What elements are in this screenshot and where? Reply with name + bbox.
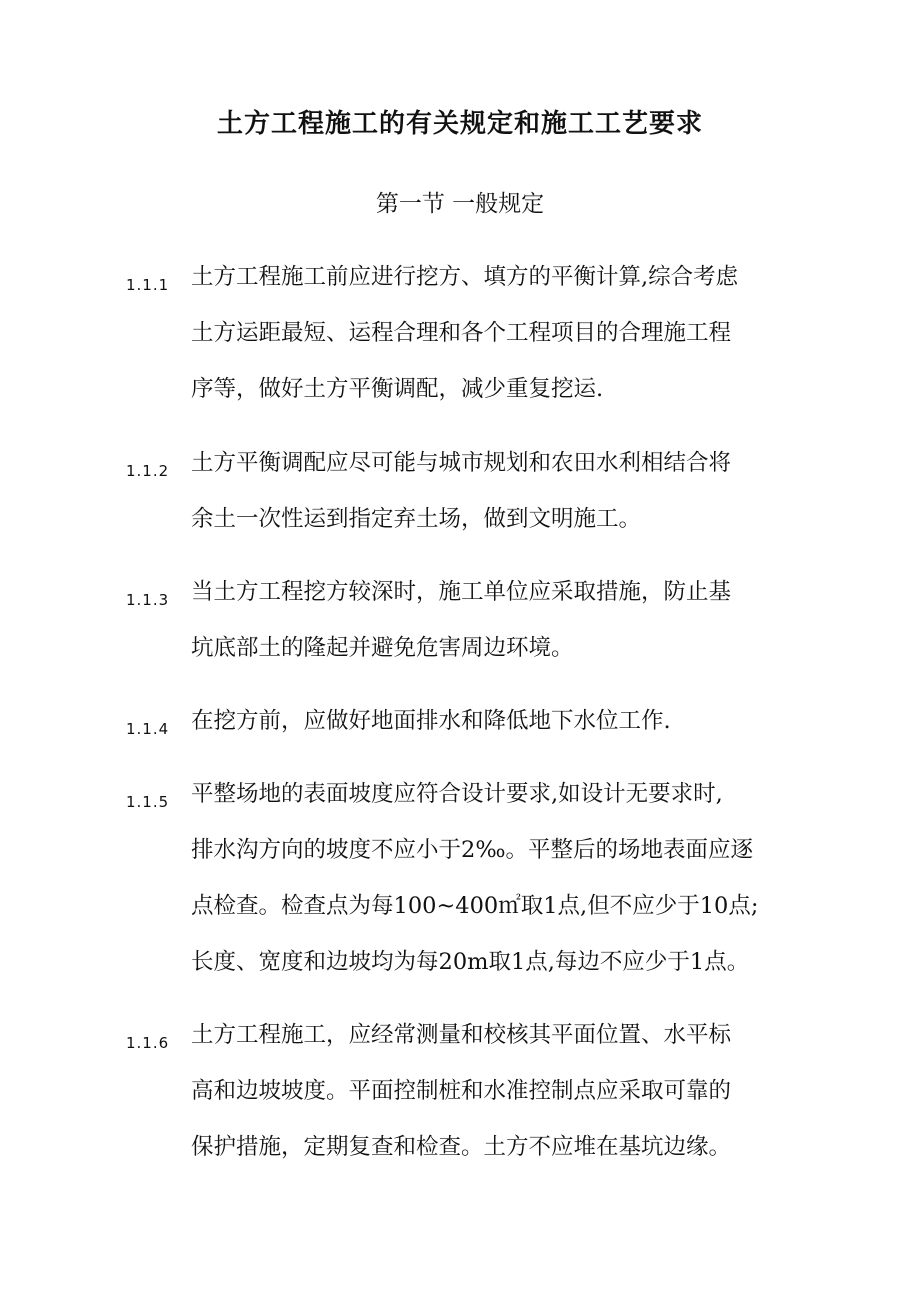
- clause-text-line: 土方工程施工前应进行挖方、填方的平衡计算,综合考虑: [191, 264, 739, 290]
- clause-text-line: 余土一次性运到指定弃土场，做到文明施工。: [191, 506, 642, 532]
- clause-number: 1.1.6: [126, 1034, 170, 1052]
- section-heading: 第一节 一般规定: [375, 191, 545, 217]
- clause-text-line: 高和边坡坡度。平面控制桩和水准控制点应采取可靠的: [191, 1078, 732, 1104]
- clause-text-line: 平整场地的表面坡度应符合设计要求,如设计无要求时,: [191, 781, 723, 807]
- clause-number: 1.1.3: [126, 591, 170, 609]
- clause-text-line: 保护措施，定期复查和检查。土方不应堆在基坑边缘。: [191, 1134, 732, 1160]
- clause-text-line: 土方运距最短、运程合理和各个工程项目的合理施工程: [191, 320, 732, 346]
- clause-number: 1.1.2: [126, 462, 170, 480]
- clause-text-line: 土方工程施工，应经常测量和校核其平面位置、水平标: [191, 1022, 732, 1048]
- clause-number: 1.1.4: [126, 720, 170, 738]
- clause-text-line: 在挖方前，应做好地面排水和降低地下水位工作.: [191, 708, 671, 734]
- clause-text-line: 序等，做好土方平衡调配，减少重复挖运.: [191, 376, 604, 402]
- clause-text-line: 排水沟方向的坡度不应小于2‰。平整后的场地表面应逐: [191, 837, 754, 863]
- clause-text-line: 当土方工程挖方较深时，施工单位应采取措施，防止基: [191, 579, 732, 605]
- clause-text-line: 点检查。检查点为每100~400㎡取1点,但不应少于10点;: [191, 893, 759, 919]
- clause-text-line: 坑底部土的隆起并避免危害周边环境。: [191, 635, 574, 661]
- clause-text-line: 土方平衡调配应尽可能与城市规划和农田水利相结合将: [191, 450, 732, 476]
- clause-number: 1.1.5: [126, 793, 170, 811]
- clause-number: 1.1.1: [126, 276, 170, 294]
- clause-text-line: 长度、宽度和边坡均为每20m取1点,每边不应少于1点。: [191, 949, 750, 975]
- document-title: 土方工程施工的有关规定和施工工艺要求: [216, 109, 703, 139]
